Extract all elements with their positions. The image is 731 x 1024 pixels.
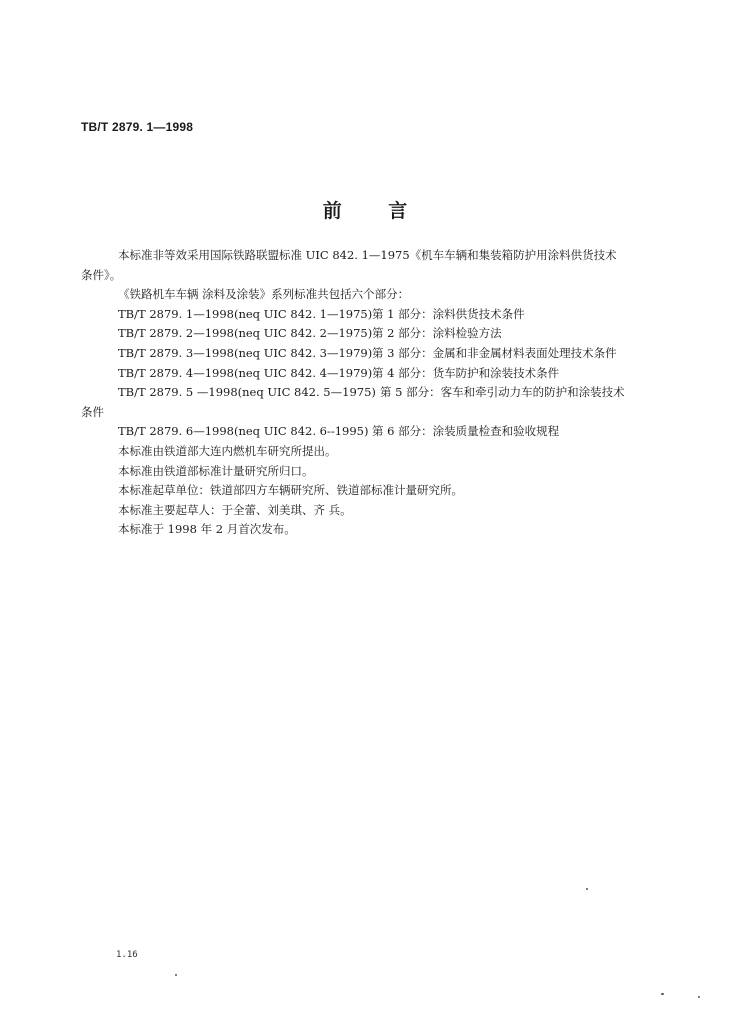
- page-title: 前 言: [322, 200, 409, 222]
- part-row: [81, 324, 653, 344]
- page-number: 1.16: [116, 950, 138, 960]
- part-code: TB/T 2879. 4—1998(neq UIC 842. 4—1979): [118, 365, 373, 380]
- scan-speck: [698, 996, 700, 998]
- part-code: TB/T 2879. 6—1998(neq UIC 842. 6--1995): [118, 424, 369, 439]
- part-code: TB/T 2879. 1—1998(neq UIC 842. 1—1975): [118, 306, 373, 321]
- foreword-body: [81, 246, 653, 540]
- intro-line-2: 条件》。: [81, 267, 122, 282]
- part-row: [81, 305, 653, 325]
- note-drafting-units: 本标准起草单位：铁道部四方车辆研究所、铁道部标准计量研究所。: [118, 483, 463, 498]
- scan-speck: [661, 993, 664, 995]
- note-drafters: 本标准主要起草人：于全蕾、刘美琪、齐 兵。: [118, 502, 352, 517]
- part-row: [81, 344, 653, 364]
- part-title: 第 4 部分：货车防护和涂装技术条件: [372, 365, 560, 380]
- note-proposer: 本标准由铁道部大连内燃机车研究所提出。: [118, 443, 337, 458]
- note-administrator: 本标准由铁道部标准计量研究所归口。: [118, 463, 314, 478]
- part-code: TB/T 2879. 2—1998(neq UIC 842. 2—1975): [118, 326, 373, 341]
- part-title: 第 3 部分：金属和非金属材料表面处理技术条件: [372, 345, 617, 360]
- part-row: [81, 422, 653, 442]
- part-code: TB/T 2879. 3—1998(neq UIC 842. 3—1979): [118, 345, 373, 360]
- part-row: [81, 383, 653, 403]
- note-issue-date: 本标准于 1998 年 2 月首次发布。: [118, 522, 296, 537]
- part-row: [81, 364, 653, 384]
- intro-line-1: 本标准非等效采用国际铁路联盟标准 UIC 842. 1—1975《机车车辆和集装箱防护用涂料供货技术: [118, 248, 617, 262]
- part-code: TB/T 2879. 5 —1998(neq UIC 842. 5—1975): [118, 385, 376, 400]
- part-title-continuation: 条件: [81, 404, 104, 419]
- standard-code-header: TB/T 2879. 1—1998: [81, 120, 194, 134]
- part-title: 第 2 部分：涂料检验方法: [372, 326, 502, 341]
- part-title: 第 5 部分：客车和牵引动力车的防护和涂装技术: [380, 385, 625, 400]
- scan-speck: [586, 888, 588, 890]
- part-title: 第 1 部分：涂料供货技术条件: [372, 306, 525, 321]
- part-title: 第 6 部分：涂装质量检查和验收规程: [372, 424, 560, 439]
- scan-speck: [175, 974, 177, 976]
- series-intro: 《铁路机车车辆 涂料及涂装》系列标准共包括六个部分：: [118, 287, 410, 302]
